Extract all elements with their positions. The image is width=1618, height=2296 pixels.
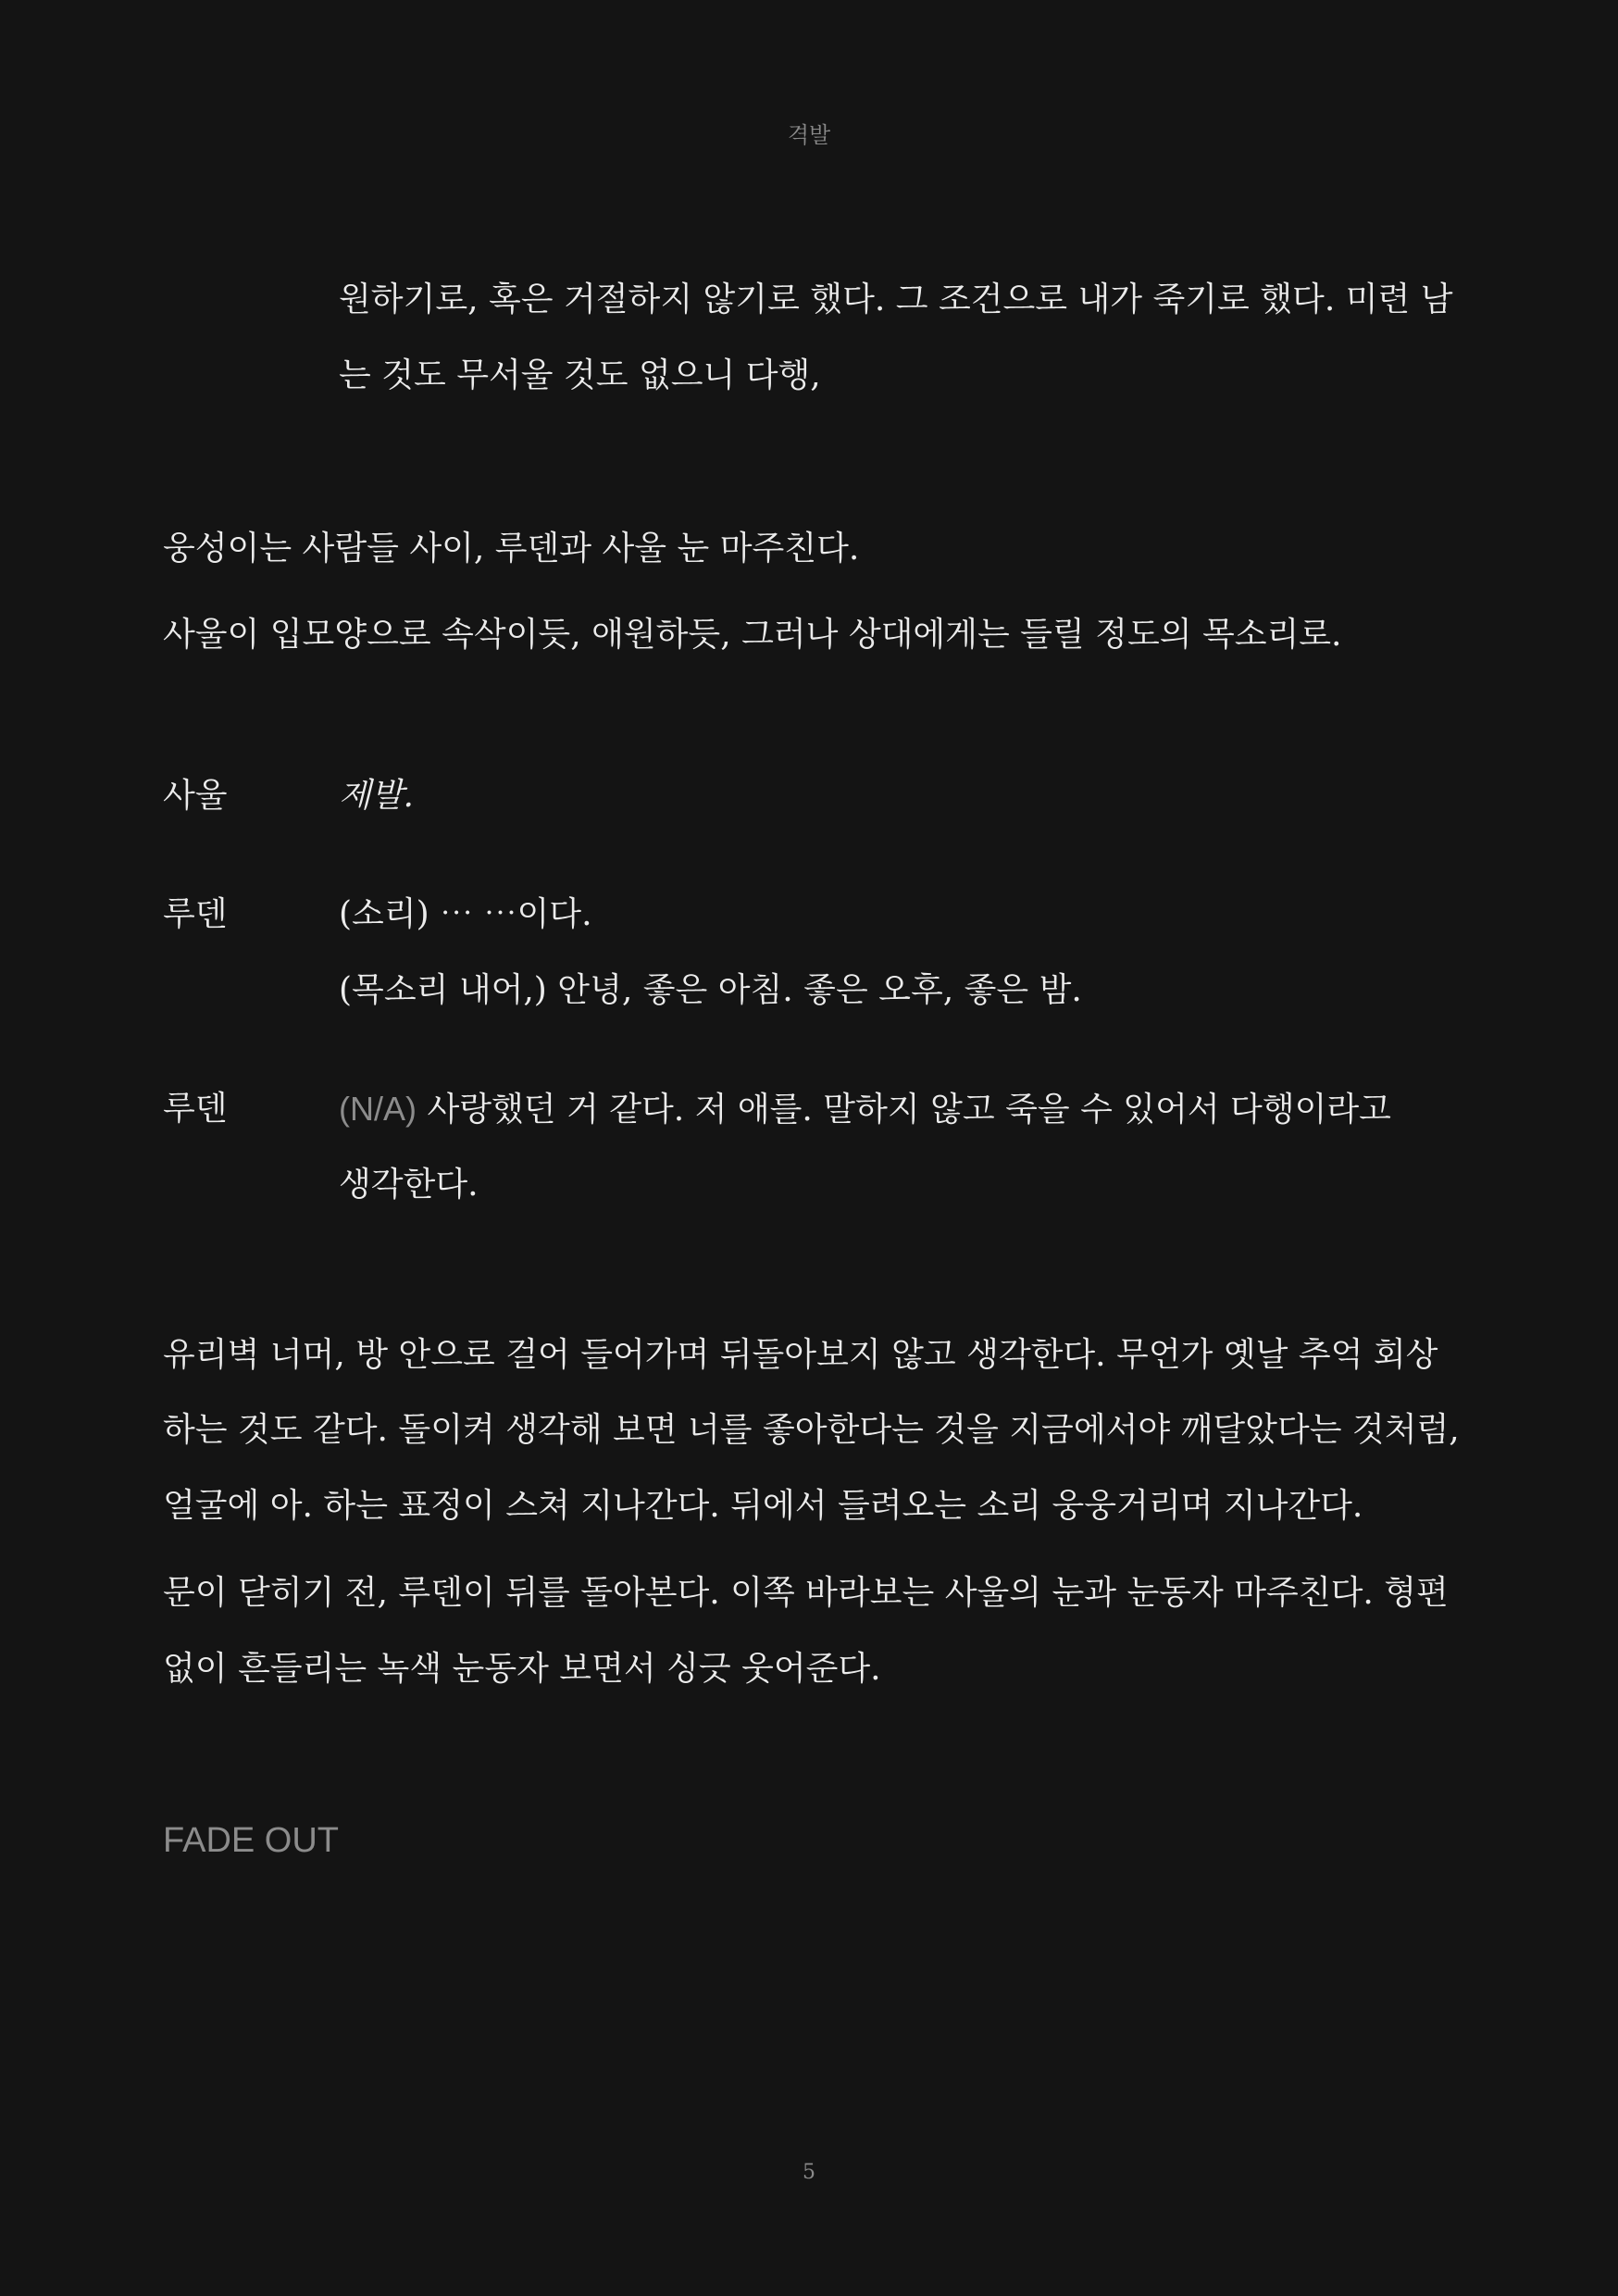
- na-tag: (N/A): [339, 1090, 417, 1128]
- action-line-2: 사울이 입모양으로 속삭이듯, 애원하듯, 그러나 상대에게는 들릴 정도의 목소리로.: [163, 616, 1342, 654]
- dialogue-line: 생각한다.: [339, 1166, 479, 1204]
- speaker-name: 사울: [163, 777, 228, 815]
- page-number: 5: [803, 2161, 815, 2184]
- dialogue-text: 사랑했던 거 같다. 저 애를. 말하지 않고 죽을 수 있어서 다행이라고: [417, 1091, 1391, 1129]
- dialogue-line: (소리) ⋯ ⋯이다.: [339, 895, 592, 933]
- speaker-name: 루덴: [163, 1090, 228, 1128]
- dialogue-line: 제발.: [339, 777, 414, 815]
- action-line: 유리벽 너머, 방 안으로 걸어 들어가며 뒤돌아보지 않고 생각한다. 무언가 옛날 추억 회상: [163, 1336, 1438, 1374]
- page-header: 격발: [787, 122, 831, 148]
- action-line-1: 웅성이는 사람들 사이, 루덴과 사울 눈 마주친다.: [163, 530, 860, 568]
- transition-fade-out: FADE OUT: [163, 1821, 340, 1860]
- intro-line-2: 는 것도 무서울 것도 없으니 다행,: [339, 356, 821, 394]
- action-line: 문이 닫히기 전, 루덴이 뒤를 돌아본다. 이쪽 바라보는 사울의 눈과 눈동자 마주친다. 형편: [163, 1574, 1449, 1612]
- action-line: 하는 것도 같다. 돌이켜 생각해 보면 너를 좋아한다는 것을 지금에서야 깨달았다는 것처럼,: [163, 1411, 1460, 1449]
- action-line: 없이 흔들리는 녹색 눈동자 보면서 싱긋 웃어준다.: [163, 1650, 881, 1688]
- intro-line-1: 원하기로, 혹은 거절하지 않기로 했다. 그 조건으로 내가 죽기로 했다. 미련 남: [339, 281, 1453, 318]
- dialogue-line: (목소리 내어,) 안녕, 좋은 아침. 좋은 오후, 좋은 밤.: [339, 971, 1082, 1009]
- dialogue-line: [339, 1089, 1391, 1130]
- action-line: 얼굴에 아. 하는 표정이 스쳐 지나간다. 뒤에서 들려오는 소리 웅웅거리며 지나간다.: [163, 1487, 1363, 1525]
- speaker-name: 루덴: [163, 895, 228, 933]
